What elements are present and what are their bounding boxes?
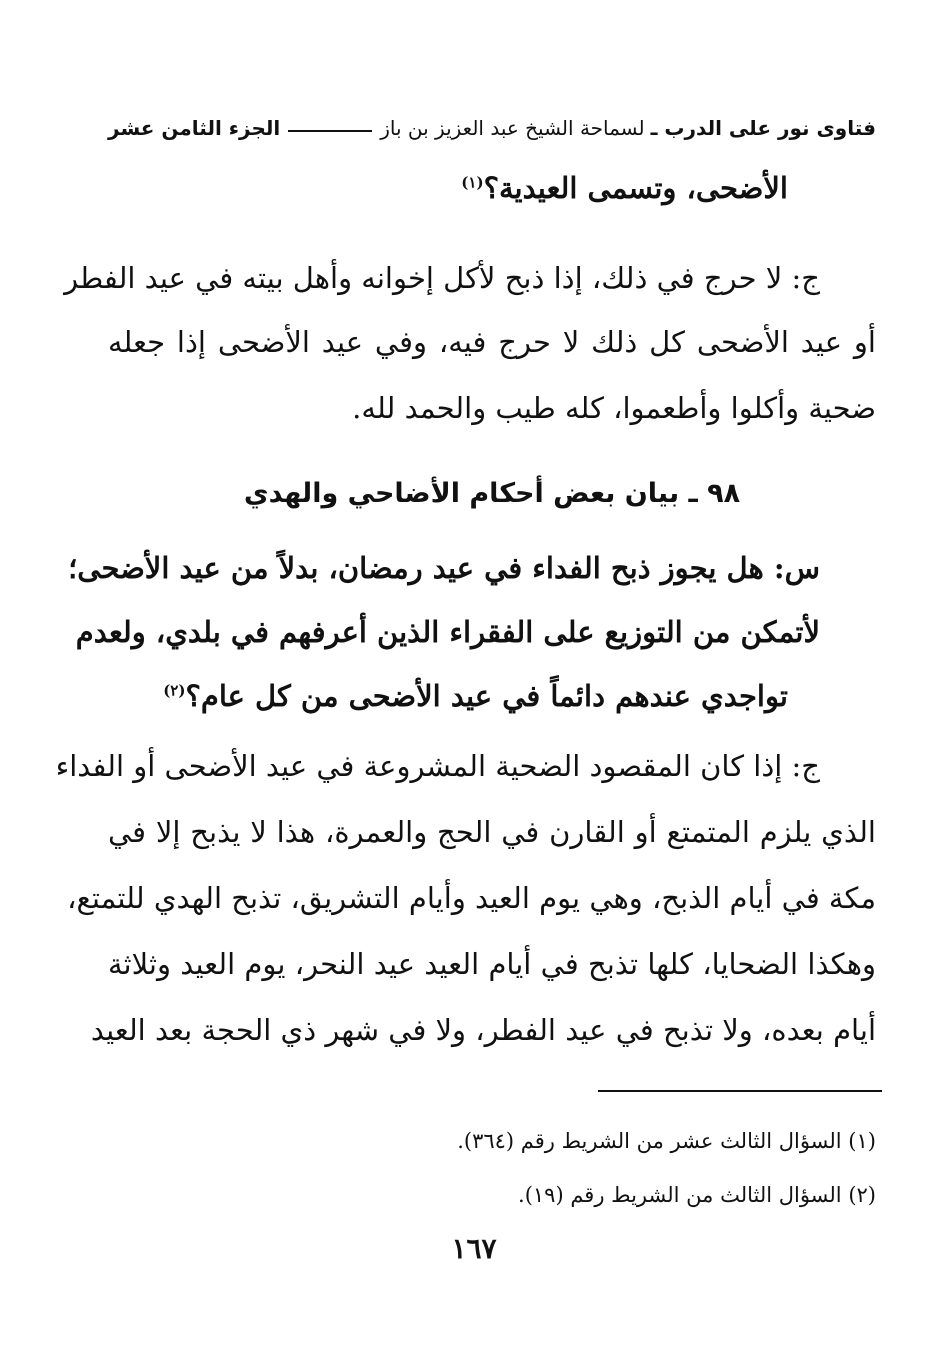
- header-rule: [288, 130, 372, 132]
- page-number: ١٦٧: [451, 1232, 497, 1265]
- running-header: [108, 108, 876, 148]
- question-line: [108, 676, 876, 716]
- answer-line: ضحية وأكلوا وأطعموا، كله طيب والحمد لله.: [352, 391, 876, 425]
- question-end-text: الأضحى، وتسمى العيدية؟: [483, 171, 788, 205]
- question-line: س: هل يجوز ذبح الفداء في عيد رمضان، بدلاً من عيد الأضحى؛: [68, 551, 820, 585]
- header-volume: الجزء الثامن عشر: [108, 116, 281, 140]
- question-line: لأتمكن من التوزيع على الفقراء الذين أعرفهم في بلدي، ولعدم: [75, 615, 820, 649]
- text-line: [108, 168, 876, 208]
- answer-line: أيام بعده، ولا تذبح في عيد الفطر، ولا في شهر ذي الحجة بعد العيد: [90, 1013, 876, 1047]
- answer-line: ج: إذا كان المقصود الضحية المشروعة في عيد الأضحى أو الفداء: [55, 749, 820, 783]
- footnote: (١) السؤال الثالث عشر من الشريط رقم (٣٦٤).: [457, 1129, 876, 1153]
- footnote-separator: [598, 1090, 882, 1092]
- section-heading: ٩٨ ـ بيان بعض أحكام الأضاحي والهدي: [243, 478, 741, 509]
- answer-line: أو عيد الأضحى كل ذلك لا حرج فيه، وفي عيد الأضحى إذا جعله: [108, 325, 876, 359]
- footnote: (٢) السؤال الثالث من الشريط رقم (١٩).: [518, 1183, 876, 1207]
- header-author: لسماحة الشيخ عبد العزيز بن باز: [380, 116, 645, 140]
- header-series-title: فتاوى نور على الدرب ـ: [650, 116, 876, 140]
- footnote-marker: (٢): [163, 681, 186, 700]
- answer-line: وهكذا الضحايا، كلها تذبح في أيام العيد عيد النحر، يوم العيد وثلاثة: [108, 947, 876, 981]
- footnote-marker: (١): [461, 173, 484, 192]
- answer-line: الذي يلزم المتمتع أو القارن في الحج والعمرة، هذا لا يذبح إلا في: [108, 815, 876, 849]
- answer-line: ج: لا حرج في ذلك، إذا ذبح لأكل إخوانه وأهل بيته في عيد الفطر: [64, 261, 820, 295]
- answer-line: مكة في أيام الذبح، وهي يوم العيد وأيام التشريق، تذبح الهدي للتمتع،: [67, 881, 876, 915]
- question-end-text: تواجدي عندهم دائماً في عيد الأضحى من كل عام؟: [185, 679, 788, 713]
